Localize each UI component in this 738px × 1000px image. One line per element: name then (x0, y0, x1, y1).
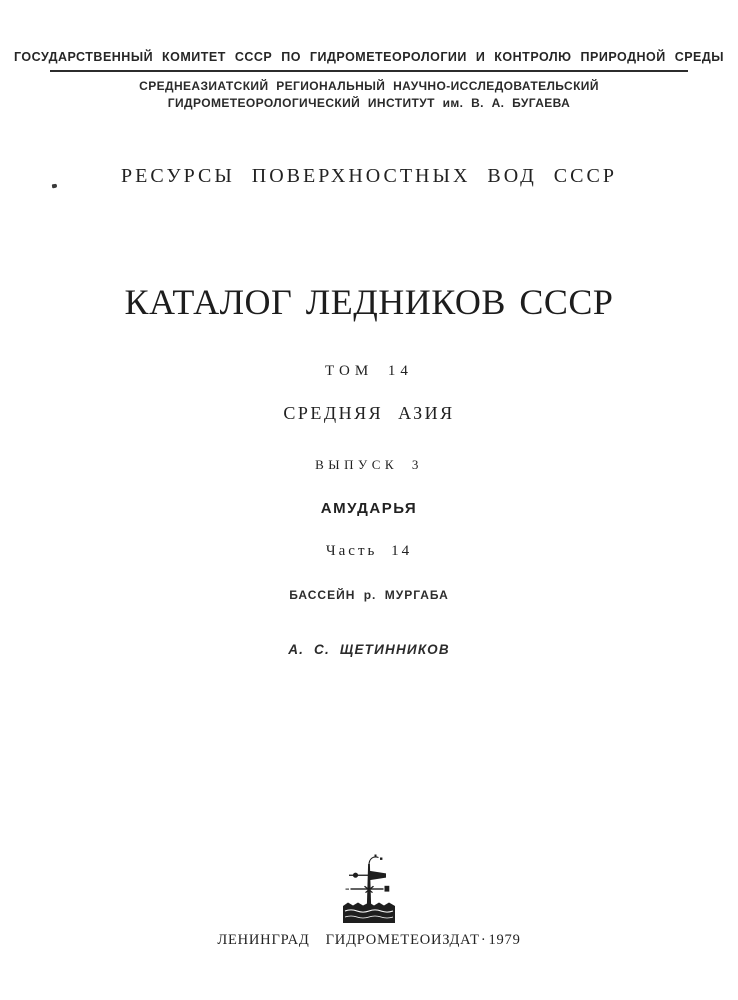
weathervane-icon (340, 852, 398, 924)
header-divider-rule (50, 70, 688, 72)
series-title: РЕСУРСЫ ПОВЕРХНОСТНЫХ ВОД СССР (121, 165, 617, 187)
publisher-logo (340, 852, 398, 924)
institute-line-2: ГИДРОМЕТЕОРОЛОГИЧЕСКИЙ ИНСТИТУТ им. В. А. БУГАЕВА (167, 96, 571, 110)
imprint-year: 1979 (488, 932, 521, 948)
imprint-separator: · (480, 932, 487, 948)
institute-line-1: СРЕДНЕАЗИАТСКИЙ РЕГИОНАЛЬНЫЙ НАУЧНО-ИССЛЕДОВАТЕЛЬСКИЙ (139, 79, 599, 93)
imprint-publisher: ГИДРОМЕТЕОИЗДАТ (325, 932, 480, 948)
region-line: СРЕДНЯЯ АЗИЯ (283, 403, 455, 423)
basin-line: БАССЕЙН р. МУРГАБА (289, 588, 449, 602)
imprint-line (0, 932, 738, 949)
river-line: АМУДАРЬЯ (320, 500, 418, 517)
part-line: Часть 14 (325, 543, 413, 559)
volume-line: ТОМ 14 (325, 363, 413, 379)
committee-line: ГОСУДАРСТВЕННЫЙ КОМИТЕТ СССР ПО ГИДРОМЕТЕОРОЛОГИИ И КОНТРОЛЮ ПРИРОДНОЙ СРЕДЫ (13, 50, 725, 64)
issue-line: ВЫПУСК 3 (315, 457, 423, 472)
author-line: А. С. ЩЕТИННИКОВ (288, 642, 450, 657)
imprint-city: ЛЕНИНГРАД (217, 932, 310, 948)
main-title: КАТАЛОГ ЛЕДНИКОВ СССР (124, 282, 614, 322)
